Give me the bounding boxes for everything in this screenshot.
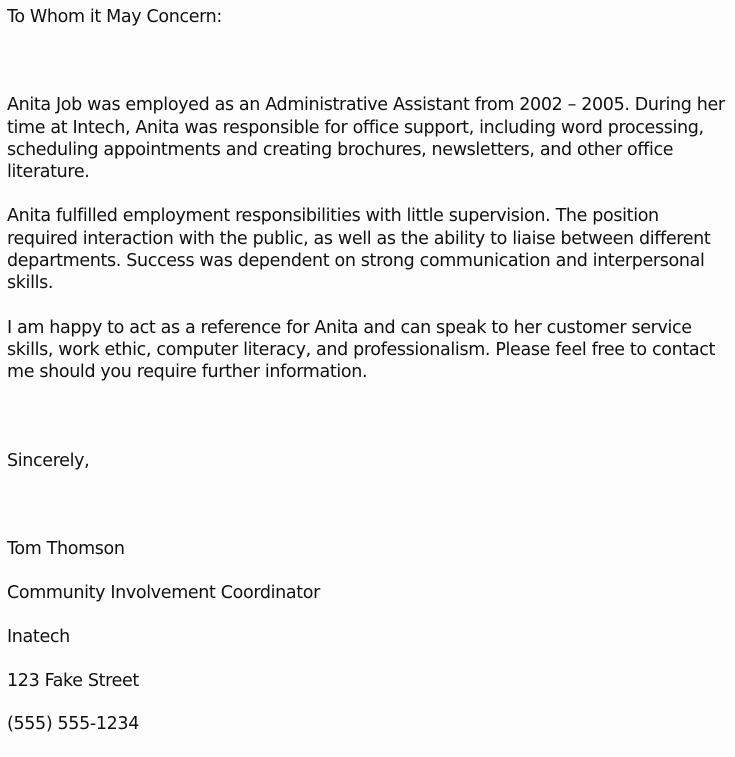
closing: Sincerely, (7, 450, 90, 471)
signature-block (7, 538, 729, 736)
salutation: To Whom it May Concern: (7, 7, 222, 27)
reference-letter (7, 6, 729, 757)
paragraph-reference-offer: I am happy to act as a reference for Anita and can speak to her customer service skills, work ethic, computer literacy, and professionalism. Please feel free to contact me should you require further information. (7, 317, 716, 383)
paragraph-employment: Anita Job was employed as an Administrative Assistant from 2002 – 2005. During her time at Intech, Anita was responsible for office support, including word processing, scheduling appointments and creating brochures, newsletters, and other office literature. (7, 95, 725, 183)
signer-company: Inatech (7, 626, 70, 647)
paragraph-responsibilities: Anita fulfilled employment responsibilities with little supervision. The position required interaction with the public, as well as the ability to liaise between different departments. Success was dependent on strong communication and interpersonal skills. (7, 206, 711, 294)
signer-phone: (555) 555-1234 (7, 714, 139, 735)
signer-name: Tom Thomson (7, 538, 125, 559)
signer-address: 123 Fake Street (7, 670, 139, 691)
signer-title: Community Involvement Coordinator (7, 582, 320, 603)
